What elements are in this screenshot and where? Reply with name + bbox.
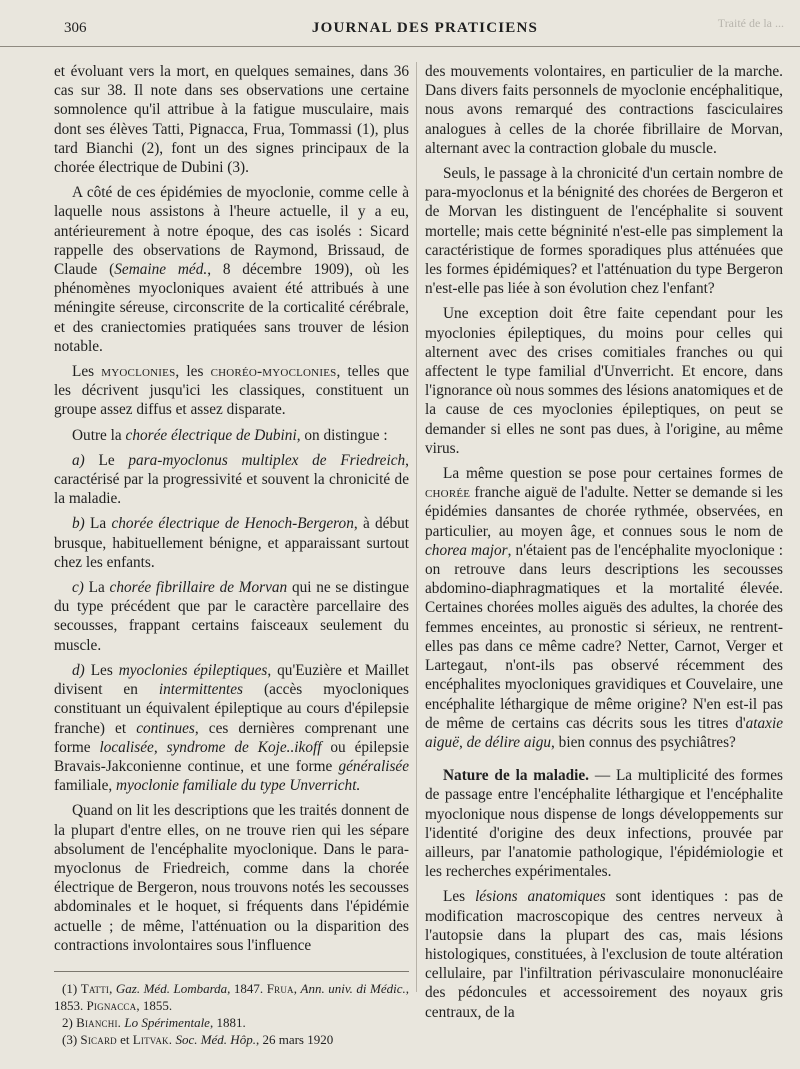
paragraph: Une exception doit être faite cependant pour les myoclonies épileptiques, du moins pour celles qui alternent avec des crises comitiales franches ou qui affectent le type familial d'Unverricht. Et encore, dans l'ignorance où nous sommes des lésions anatomiques et de la cause de ces myoclonies épileptiques, on peut se demander si elles ne sont pas dues, à l'origine, au même virus. [425,305,783,457]
footnotes [54,980,409,1048]
paragraph: Quand on lit les descriptions que les traités donnent de la plupart d'entre elles, on ne trouve rien qui les sépare absolument de l'encéphalite myoclonique. Dans le para-myoclonus de Friedreich, comme dans la chorée électrique de Bergeron, nous trouvons notés les secousses abdominales et le hoquet, si fréquents dans l'épidémie actuelle ; de même, l'atténuation ou la disparition des contractions involontaires sous l'influence [54,802,409,954]
footnote-2: 2) Bianchi. Lo Spérimentale, 1881. [62,1014,246,1030]
paragraph: Seuls, le passage à la chronicité d'un certain nombre de para-myoclonus et la bénignité des chorées de Bergeron et de Morvan les distinguent de l'encéphalite si souvent mortelle; mais cette bégninité n'est-elle pas simplement la caractéristique de formes sporadiques plus atténuées que les formes épidémiques? et l'atténuation du type Bergeron n'est-elle pas liée à son évolution chez l'enfant? [425,165,783,298]
paragraph: Les lésions anatomiques sont identiques : pas de modification macroscopique des centres nerveux à l'autopsie dans la plupart des cas, mais lésions histologiques, constituées, à l'exclusion de toute altération cellulaire, par l'infiltration périvasculaire mononucléaire des pédoncules et accessoirement des noyaux gris centraux, de la [425,888,783,1021]
footnote-1: (1) Tatti, Gaz. Méd. Lombarda, 1847. Frua, Ann. univ. di Médic., 1853. Pignacca, 1855. [54,980,410,1013]
page-number: 306 [64,20,87,36]
list-item-c: c) La chorée fibrillaire de Morvan qui ne se distingue du type précédent que par le caractère parcellaire des secousses, frappant certains faisceaux seulement du muscle. [54,579,409,654]
paragraph: Outre la chorée électrique de Dubini, on distingue : [72,426,388,444]
paragraph: des mouvements volontaires, en particulier de la marche. Dans divers faits personnels de myoclonie encéphalitique, nous avons remarqué des contractions fasciculaires analogues à celles de la chorée fibrillaire de Morvan, alternant avec la contraction globale du muscle. [425,63,783,157]
list-item-d: d) Les myoclonies épileptiques, qu'Euzière et Maillet divisent en intermittentes (accès myocloniques constituant un équivalent épileptique au cours d'épilepsie franche) et continues, ces dernières comprenant une forme localisée, syndrome de Koje..ikoff ou épilepsie Bravais-Jakconienne continue, et une forme généralisée familiale, myoclonie familiale du type Unverricht. [54,661,410,795]
paragraph: Les myoclonies, les choréo-myoclonies, telles que les décrivent jusqu'ici les classiques, constituent un groupe assez diffus et assez disparate. [54,363,409,419]
paragraph: et évoluant vers la mort, en quelques semaines, dans 36 cas sur 38. Il note dans ses observations une certaine somnolence qu'il attribue à la fatigue musculaire, mais dont ses élèves Tatti, Pignacca, Frua, Tommassi (1), plus tard Bianchi (2), font un des signes principaux de la chorée électrique de Dubini (3). [54,63,409,177]
footnote-3: (3) Sicard et Litvak. Soc. Méd. Hôp., 26 mars 1920 [62,1031,334,1047]
section-title: Nature de la maladie. [443,767,589,785]
paragraph: A côté de ces épidémies de myoclonie, comme celle à laquelle nous assistons à l'heure actuelle, il y a eu, antérieurement à notre époque, des cas isolés : Sicard rappelle des observations de Raymond, Brissaud, de Claude (Semaine méd., 8 décembre 1909), où les phénomènes myocloniques avaient été attribués à une méningite séreuse, circonscrite de la corticalité cérébrale, et des craniectomies pratiquées sans trouver de lésion notable. [54,184,410,355]
right-column [425,62,783,1028]
paragraph: La même question se pose pour certaines formes de chorée franche aiguë de l'adulte. Netter se demande si les épidémies dansantes de chorée rythmée, observées, en particulier, au moyen âge, et connues sous le nom de chorea major, n'étaient pas de l'encéphalite myoclonique : on retrouve dans leurs descriptions les secousses abdomino-diaphragmatiques et la mortalité élevée. Certaines chorées molles aiguës des adultes, la chorée des femmes enceintes, au pronostic si sérieux, ne rentrent-elles pas dans ce même cadre? Netter, Carnot, Verger et Lartegaut, n'ont-ils pas observé récemment des encéphalites myocloniques gravidiques et Couvelaire, une encéphalite léthargique de même origine? N'en est-il pas de même de certains cas décrits sous les titres d'ataxie aiguë, de délire aigu, bien connus des psychiâtres? [425,465,783,751]
column-divider [416,62,417,992]
footnote-separator [54,971,409,972]
list-item-b: b) La chorée électrique de Henoch-Bergeron, à début brusque, habituellement bénigne, et apparaissant surtout chez les enfants. [54,515,410,571]
running-title: JOURNAL DES PRATICIENS [311,20,539,36]
list-item-a: a) Le para-myoclonus multiplex de Friedreich, caractérisé par la progressivité et souvent la chronicité de la maladie. [54,451,409,508]
header-rule [0,46,800,47]
section-paragraph: Nature de la maladie. — La multiplicité des formes de passage entre l'encéphalite léthargique et l'encéphalite myoclonique nous dispense de longs développements sur l'identité d'origine des deux infections, prouvée par ailleurs, par l'anatomie pathologique, l'épidémiologie et les recherches expérimentales. [425,767,783,881]
bleed-through-text: Traité de la ... [717,16,784,30]
page-header [0,0,800,50]
left-column [54,62,409,1048]
